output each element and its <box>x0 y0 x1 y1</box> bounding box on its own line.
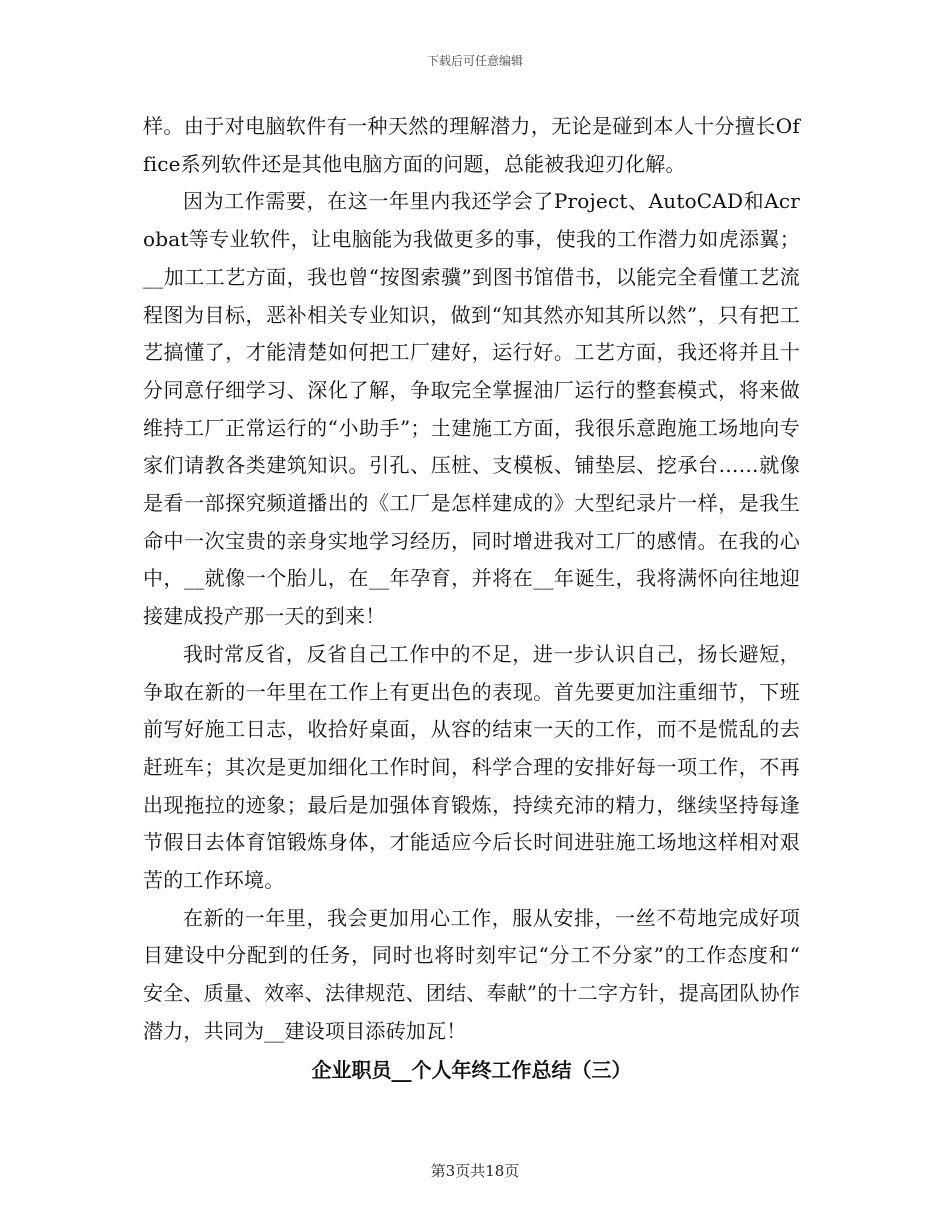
page-footer: 第3页共18页 <box>430 1162 520 1180</box>
paragraph-continuation: 样。由于对电脑软件有一种天然的理解潜力，无论是碰到本人十分擅长Office系列软件还是其他电脑方面的问题，总能被我迎刃化解。 <box>143 114 800 176</box>
page-header: 下载后可任意编辑 <box>426 54 523 68</box>
paragraph-new-year-plan: 在新的一年里，我会更加用心工作，服从安排，一丝不苟地完成好项目建设中分配到的任务，同时也将时刻牢记“分工不分家”的工作态度和“安全、质量、效率、法律规范、团结、奉献”的十二字方针，提高团队协作潜力，共同为__建设项目添砖加瓦！ <box>143 905 800 1043</box>
paragraph-software-and-craft: 因为工作需要，在这一年里内我还学会了Project、AutoCAD和Acrobat等专业软件，让电脑能为我做更多的事，使我的工作潜力如虎添翼；__加工工艺方面，我也曾“按图索骥”到图书馆借书，以能完全看懂工艺流程图为目标，恶补相关专业知识，做到“知其然亦知其所以然”，只有把工艺搞懂了，才能清楚如何把工厂建好，运行好。工艺方面，我还将并且十分同意仔细学习、深化了解，争取完全掌握油厂运行的整套模式，将来做维持工厂正常运行的“小助手”；土建施工方面，我很乐意跑施工场地向专家们请教各类建筑知识。引孔、压桩、支模板、铺垫层、挖承台……就像是看一部探究频道播出的《工厂是怎样建成的》大型纪录片一样，是我生命中一次宝贵的亲身实地学习经历，同时增进我对工厂的感情。在我的心中，__就像一个胎儿，在__年孕育，并将在__年诞生，我将满怀向往地迎接建成投产那一天的到来！ <box>143 189 800 629</box>
document-body <box>143 108 800 1089</box>
paragraph-self-reflection: 我时常反省，反省自己工作中的不足，进一步认识自己，扬长避短，争取在新的一年里在工作上有更出色的表现。首先要更加注重细节，下班前写好施工日志，收拾好桌面，从容的结束一天的工作，而不是慌乱的去赶班车；其次是更加细化工作时间，科学合理的安排好每一项工作，不再出现拖拉的迹象；最后是加强体育锻炼，持续充沛的精力，继续坚持每逢节假日去体育馆锻炼身体，才能适应今后长时间进驻施工场地这样相对艰苦的工作环境。 <box>143 641 800 893</box>
section-title: 企业职员__个人年终工作总结（三） <box>311 1057 632 1082</box>
